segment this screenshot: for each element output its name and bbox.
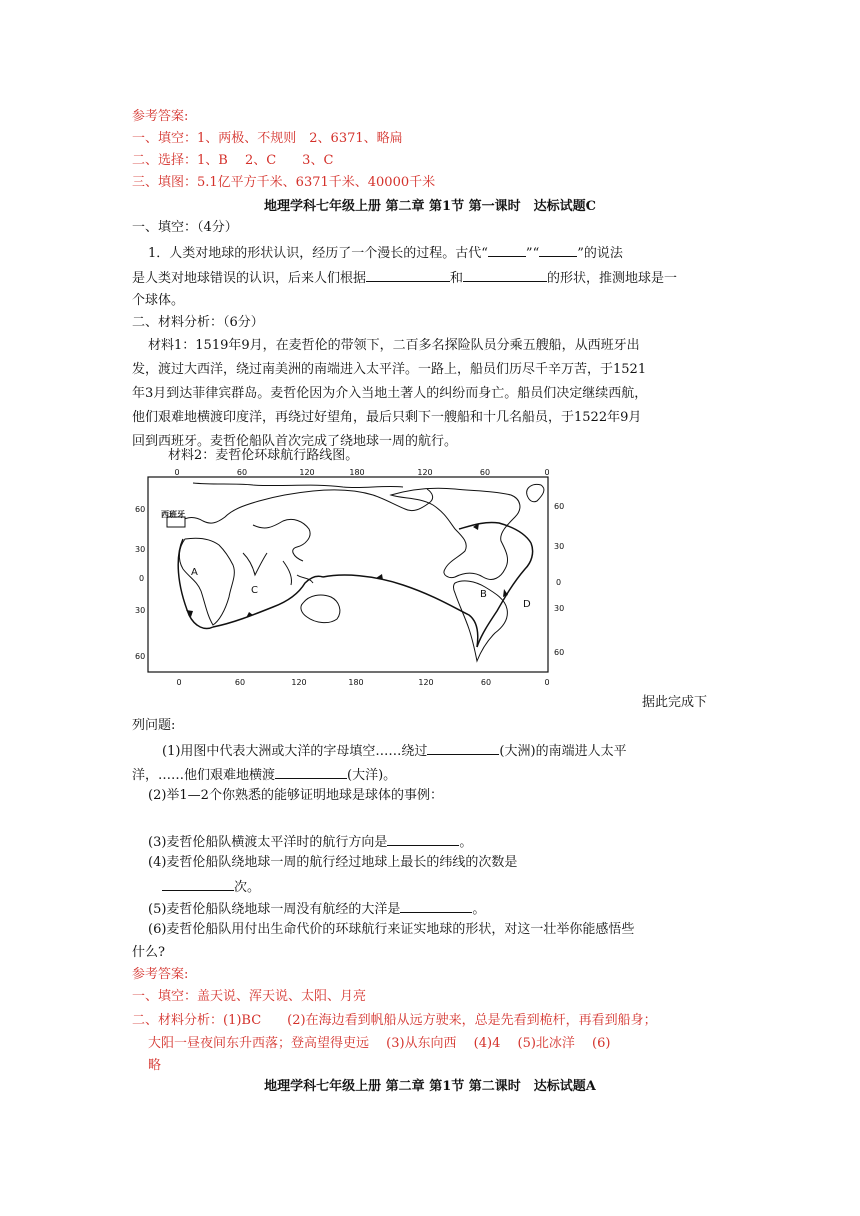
- spain-label: 西班牙: [161, 510, 185, 519]
- right-tick-label: 30: [554, 604, 565, 613]
- part-4-line-1: (4)麦哲伦船队绕地球一周的航行经过地球上最长的纬线的次数是: [148, 855, 518, 870]
- answer-c-analysis-3: 略: [148, 1058, 162, 1073]
- part-3-end: 。: [459, 835, 473, 850]
- right-tick-label: 30: [554, 542, 565, 551]
- part-2: (2)举1—2个你熟悉的能够证明地球是球体的事例：: [148, 788, 443, 803]
- magellan-route-map: [133, 465, 568, 690]
- part-5-text: (5)麦哲伦船队绕地球一周没有航经的大洋是: [148, 902, 401, 917]
- material-1-line-3: 年3月到达菲律宾群岛。麦哲伦因为介入当地土著人的纠纷而身亡。船员们决定继续西航，: [132, 386, 648, 401]
- test-c-title: 地理学科七年级上册 第二章 第1节 第一课时 达标试题C: [264, 199, 596, 214]
- q1-blank-3[interactable]: [366, 268, 450, 282]
- left-tick-label: 0: [139, 574, 145, 583]
- bottom-tick-label: 60: [480, 678, 492, 687]
- part-5-end: 。: [472, 902, 486, 917]
- top-tick-label: 120: [299, 468, 315, 477]
- q1-text-a: 1．人类对地球的形状认识，经历了一个漫长的过程。古代“: [148, 246, 488, 261]
- part-1-blank-2[interactable]: [275, 765, 347, 779]
- part-4-end: 次。: [234, 880, 261, 895]
- part-1-text-d: (大洋)。: [347, 768, 397, 783]
- top-tick-label: 180: [349, 468, 365, 477]
- section-fill-heading: 一、填空：（4分）: [132, 220, 238, 235]
- se-asia-outline: [283, 561, 313, 585]
- bottom-tick-label: 180: [348, 678, 364, 687]
- letter-c: C: [251, 585, 258, 596]
- section-analysis-heading: 二、材料分析：（6分）: [132, 315, 264, 330]
- left-tick-label: 30: [135, 606, 146, 615]
- top-tick-label: 60: [236, 468, 248, 477]
- answer-heading: 参考答案:: [132, 109, 189, 124]
- material-1-line-2: 发，渡过大西洋，绕过南美洲的南端进入太平洋。一路上，船员们历尽千辛万苦，于1521: [132, 362, 647, 377]
- part-4-blank[interactable]: [162, 877, 234, 891]
- bottom-tick-label: 120: [291, 678, 307, 687]
- material-1-line-5: 回到西班牙。麦哲伦船队首次完成了绕地球一周的航行。: [132, 434, 458, 449]
- q1-text-c: ”的说法: [577, 246, 623, 261]
- left-tick-label: 60: [135, 505, 146, 514]
- part-1-line-2: [132, 765, 396, 785]
- answer-choice: 二、选择：1、B 2、C 3、C: [132, 153, 334, 168]
- material-1-line-4: 他们艰难地横渡印度洋，再绕过好望角，最后只剩下一艘船和十几名船员，于1522年9月: [132, 410, 642, 425]
- part-3-text: (3)麦哲伦船队横渡太平洋时的航行方向是: [148, 835, 388, 850]
- question-1-line-3: 个球体。: [132, 293, 185, 308]
- bottom-tick-label: 0: [176, 678, 182, 687]
- letter-a: A: [191, 567, 198, 578]
- question-1-line-2: [132, 268, 677, 288]
- letter-b: B: [480, 589, 487, 600]
- material-1-line-1: 材料1：1519年9月，在麦哲伦的带领下，二百多名探险队员分乘五艘船，从西班牙出: [148, 338, 640, 353]
- part-3-blank[interactable]: [387, 832, 459, 846]
- right-tick-label: 60: [554, 648, 565, 657]
- q1-line2-text-b: 和: [450, 271, 464, 286]
- greenland-outline: [527, 484, 544, 501]
- q1-line2-text-c: 的形状，推测地球是一: [547, 271, 678, 286]
- q1-line2-text-a: 是人类对地球错误的认识，后来人们根据: [132, 271, 367, 286]
- part-1-text-b: (大洲)的南端进人太平: [499, 744, 627, 759]
- part-4-line-2: [162, 877, 260, 897]
- answer-c-analysis-1: 二、材料分析：(1)BC (2)在海边看到帆船从远方驶来，总是先看到桅杆，再看到船身；: [132, 1013, 657, 1028]
- answer-c-heading: 参考答案:: [132, 967, 189, 982]
- q1-blank-2[interactable]: [539, 243, 577, 257]
- bottom-tick-label: 0: [544, 678, 550, 687]
- right-tick-label: 0: [556, 578, 562, 587]
- after-map-text-1: 据此完成下: [642, 695, 708, 710]
- part-6-line-1: (6)麦哲伦船队用付出生命代价的环球航行来证实地球的形状，对这一壮举你能感悟些: [148, 922, 635, 937]
- material-2-caption: 材料2：麦哲伦环球航行路线图。: [168, 448, 359, 463]
- top-tick-label: 0: [174, 468, 180, 477]
- left-tick-label: 60: [135, 652, 146, 661]
- q1-blank-4[interactable]: [463, 268, 547, 282]
- part-5-blank[interactable]: [400, 899, 472, 913]
- part-3: [148, 832, 472, 852]
- arctic-coast: [193, 483, 403, 488]
- part-1-text-c: 洋，……他们艰难地横渡: [132, 768, 276, 783]
- q1-text-b: ”“: [525, 246, 540, 261]
- question-1-line-1: [148, 243, 623, 263]
- letter-d: D: [523, 599, 531, 610]
- q1-blank-1[interactable]: [488, 243, 526, 257]
- next-test-title: 地理学科七年级上册 第二章 第1节 第二课时 达标试题A: [264, 1079, 596, 1094]
- top-tick-label: 0: [544, 468, 550, 477]
- after-map-text-2: 列问题:: [132, 718, 176, 733]
- bottom-tick-label: 60: [234, 678, 246, 687]
- answer-c-fill: 一、填空：盖天说、浑天说、太阳、月亮: [132, 989, 367, 1004]
- right-tick-label: 60: [554, 502, 565, 511]
- north-america-outline: [391, 488, 520, 579]
- top-tick-label: 60: [479, 468, 491, 477]
- australia-outline: [301, 595, 340, 623]
- part-6-line-2: 什么?: [132, 945, 165, 960]
- top-tick-label: 120: [417, 468, 433, 477]
- bottom-tick-label: 120: [418, 678, 434, 687]
- part-5: [148, 899, 485, 919]
- answer-c-analysis-2: 大阳一昼夜间东升西落；登高望得吏远 (3)从东向西 (4)4 (5)北冰洋 (6): [148, 1036, 611, 1051]
- left-tick-label: 30: [135, 545, 146, 554]
- part-1-line-1: [162, 741, 627, 761]
- part-1-text-a: (1)用图中代表大洲或大洋的字母填空……绕过: [162, 744, 428, 759]
- part-1-blank-1[interactable]: [427, 741, 499, 755]
- magellan-route: [178, 522, 532, 647]
- answer-fill: 一、填空：1、两极、不规则 2、6371、略扁: [132, 131, 403, 146]
- eurasia-outline: [173, 489, 433, 561]
- answer-map-fill: 三、填图：5.1亿平方千米、6371千米、40000千米: [132, 175, 436, 190]
- india-outline: [243, 553, 267, 575]
